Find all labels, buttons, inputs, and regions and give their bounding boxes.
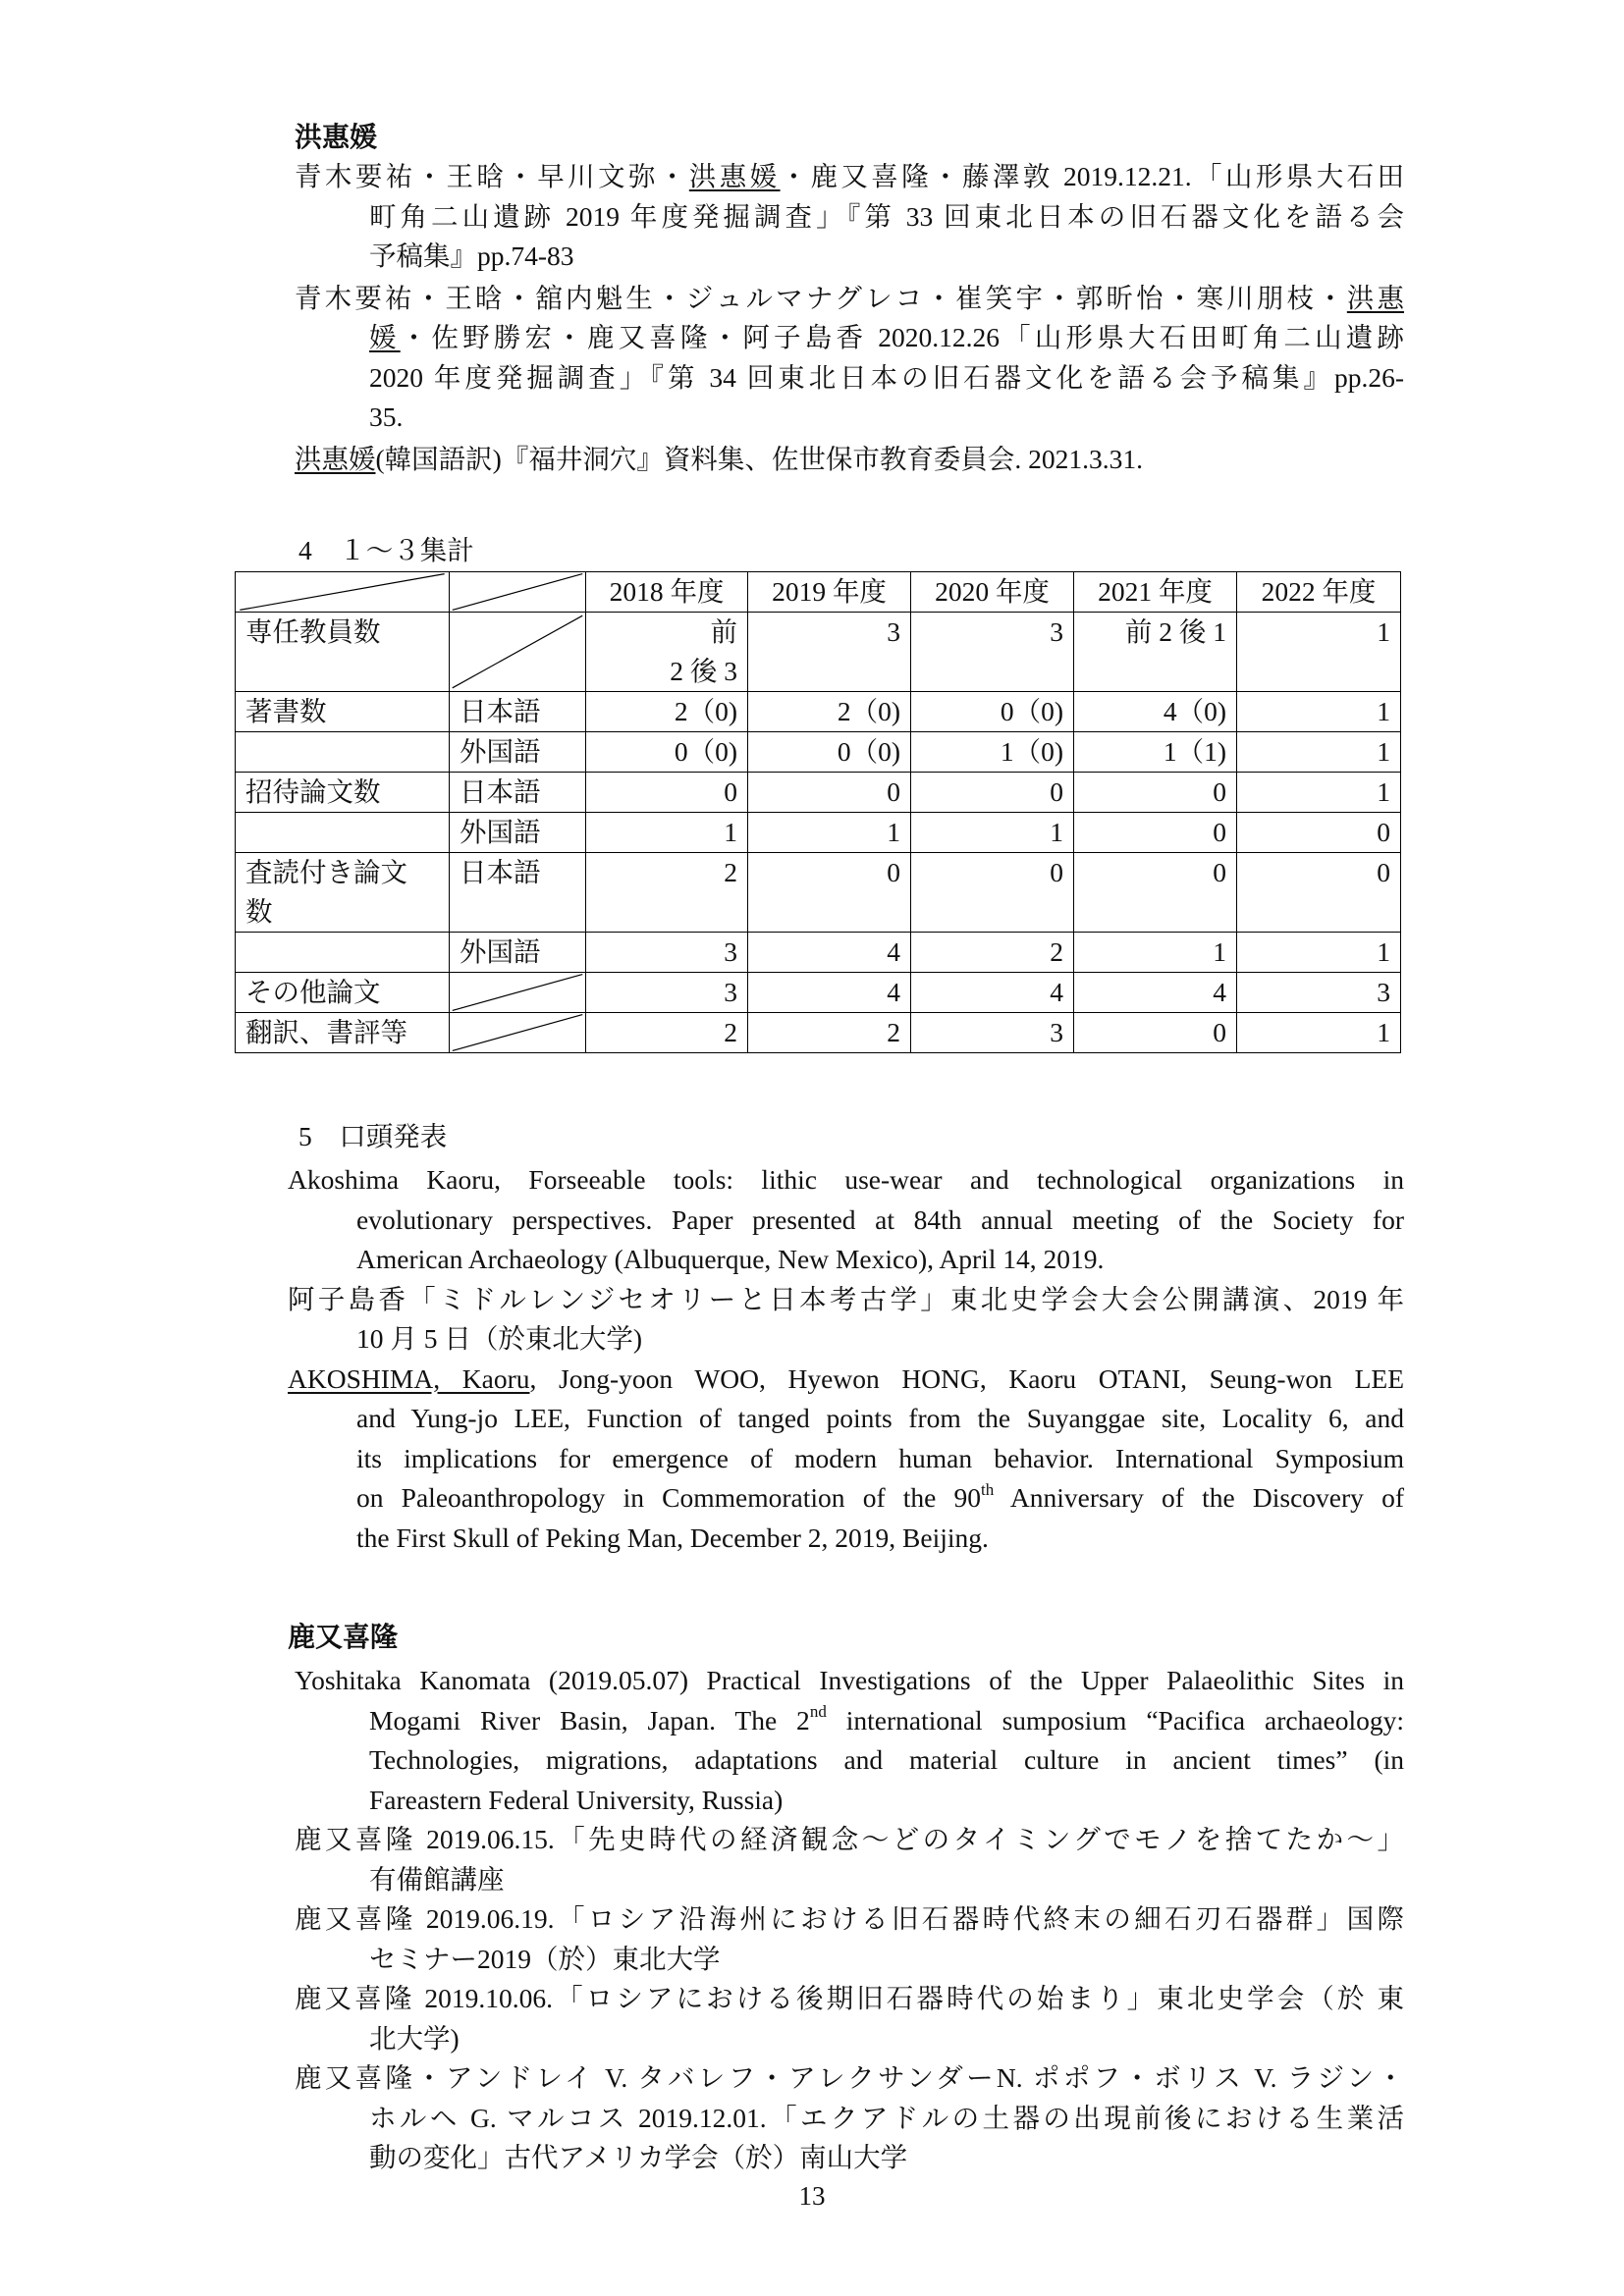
entry-text: and Yung-jo LEE, Function of tanged points from the Suyanggae site, Locality 6, and: [356, 1403, 1404, 1433]
entry-line: [369, 1860, 1404, 1900]
entry-line: [369, 197, 1404, 238]
value-cell: 1: [1074, 933, 1237, 973]
row-label: その他論文: [236, 973, 450, 1013]
reference-entry: [288, 1360, 1404, 1559]
entry-text: Akoshima Kaoru, Forseeable tools: lithic use-wear and technological organizations in: [288, 1164, 1404, 1195]
entry-line: [369, 1701, 1404, 1741]
entry-text: 青木要祐・王晗・舘内魁生・ジュルマナグレコ・崔笑宇・郭昕怡・寒川朋枝・: [295, 282, 1347, 313]
table-row: [236, 813, 1401, 853]
entry-text: Anniversary of the Discovery of: [994, 1482, 1404, 1513]
section-5-title: 5 口頭発表: [298, 1121, 448, 1151]
page-number: 13: [798, 2181, 826, 2211]
value-cell: 3: [1237, 973, 1401, 1013]
table-row: [236, 692, 1401, 732]
value-cell: 4: [1074, 973, 1237, 1013]
entry-line: [356, 1439, 1404, 1479]
table-row: [236, 933, 1401, 973]
row-label: [236, 933, 450, 973]
value-cell: 4: [748, 973, 911, 1013]
entry-line: [356, 1319, 1404, 1360]
value-cell: 0（0): [586, 732, 748, 773]
value-cell: 4（0): [1074, 692, 1237, 732]
ordinal-superscript: th: [981, 1479, 995, 1499]
ordinal-superscript: nd: [809, 1702, 827, 1722]
year-column-header: 2020 年度: [911, 572, 1074, 613]
entry-line: [369, 398, 1404, 438]
section-heading-hong: 洪惠媛: [295, 123, 378, 153]
table-row: [236, 773, 1401, 813]
entry-text: on Paleoanthropology in Commemoration of the 90: [356, 1482, 982, 1513]
entry-line: [369, 2138, 1404, 2178]
entry-line: [356, 1240, 1404, 1280]
entry-text: Technologies, migrations, adaptations and material culture in ancient times” (in: [369, 1744, 1404, 1775]
author-underlined: 洪惠媛: [295, 443, 376, 474]
row-label: [236, 813, 450, 853]
value-cell: 3: [911, 613, 1074, 692]
value-cell: 4: [748, 933, 911, 973]
author-underlined: AKOSHIMA, Kaoru: [288, 1362, 530, 1394]
entry-text: 2020 年度発掘調査」『第 34 回東北日本の旧石器文化を語る会予稿集』pp.26-: [369, 361, 1404, 393]
entry-line: [369, 318, 1404, 358]
diagonal-cell: [450, 973, 586, 1013]
entry-line: [369, 2099, 1404, 2139]
entry-line: [295, 440, 1404, 480]
reference-entry: [295, 1979, 1404, 2058]
value-cell: 2（0): [748, 692, 911, 732]
value-cell: 前 2 後 1: [1074, 613, 1237, 692]
language-label: 外国語: [450, 732, 586, 773]
entry-text: its implications for emergence of modern human behavior. International Symposium: [356, 1442, 1404, 1473]
entry-text: American Archaeology (Albuquerque, New Mexico), April 14, 2019.: [356, 1244, 1105, 1274]
value-cell: 1: [1237, 933, 1401, 973]
entry-line: [295, 279, 1404, 319]
table-row: [236, 973, 1401, 1013]
value-cell: 1: [1237, 613, 1401, 692]
value-cell: 前 2 後 3: [586, 613, 748, 692]
reference-entry: [295, 2058, 1404, 2178]
entry-text: Fareastern Federal University, Russia): [369, 1784, 784, 1815]
entry-line: [356, 1478, 1404, 1519]
entry-line: [369, 1740, 1404, 1781]
reference-entry: [288, 1160, 1404, 1280]
entry-text: 鹿又喜隆 2019.10.06.「ロシアにおける後期旧石器時代の始まり」東北史学会（於 東: [295, 1983, 1404, 2013]
entry-text: Yoshitaka Kanomata (2019.05.07) Practical Investigations of the Upper Palaeolithic Sites in: [295, 1665, 1404, 1695]
language-label: 外国語: [450, 933, 586, 973]
entry-line: [356, 1201, 1404, 1241]
year-column-header: 2019 年度: [748, 572, 911, 613]
row-label: 専任教員数: [236, 613, 450, 692]
entry-text: 鹿又喜隆・アンドレイ V. タバレフ・アレクサンダーN. ポポフ・ボリス V. ラジン・: [295, 2062, 1404, 2093]
section-4-title: 4 １～３集計: [298, 535, 474, 565]
entry-text: Mogami River Basin, Japan. The 2: [369, 1704, 810, 1735]
summary-table: [235, 571, 1401, 1053]
row-label: 査読付き論文 数: [236, 853, 450, 933]
value-cell: 3: [586, 933, 748, 973]
entry-text: international sumposium “Pacifica archaeology:: [826, 1704, 1404, 1735]
value-cell: 1（1): [1074, 732, 1237, 773]
reference-entry: [295, 157, 1404, 277]
entry-text: 青木要祐・王晗・早川文弥・: [295, 161, 689, 191]
value-cell: 1: [911, 813, 1074, 853]
value-cell: 0: [1237, 853, 1401, 933]
table-row: [236, 1013, 1401, 1053]
entry-text: 動の変化」古代アメリカ学会（於）南山大学: [369, 2142, 908, 2172]
value-cell: 2: [748, 1013, 911, 1053]
value-cell: 3: [586, 973, 748, 1013]
value-cell: 0: [748, 773, 911, 813]
language-label: 日本語: [450, 853, 586, 933]
entry-text: ・佐野勝宏・鹿又喜隆・阿子島香 2020.12.26「山形県大石田町角二山遺跡: [400, 322, 1405, 352]
entry-line: [295, 2058, 1404, 2099]
author-underlined: 媛: [369, 322, 401, 352]
entry-text: ホルヘ G. マルコス 2019.12.01.「エクアドルの土器の出現前後における生業活: [369, 2102, 1404, 2133]
value-cell: 1: [748, 813, 911, 853]
entry-text: the First Skull of Peking Man, December 2, 2019, Beijing.: [356, 1522, 989, 1553]
reference-entry: [295, 279, 1404, 438]
value-cell: 2: [586, 1013, 748, 1053]
reference-entry: [295, 1661, 1404, 1820]
value-cell: 2: [911, 933, 1074, 973]
value-cell: 2（0): [586, 692, 748, 732]
entry-text: 予稿集』pp.74-83: [369, 240, 574, 271]
value-cell: 0: [1237, 813, 1401, 853]
reference-entry: [295, 1820, 1404, 1899]
entry-line: [288, 1280, 1404, 1320]
value-cell: 1: [586, 813, 748, 853]
author-underlined: 洪惠: [1346, 282, 1404, 313]
language-label: 外国語: [450, 813, 586, 853]
entry-line: [369, 1781, 1404, 1821]
entry-text: 鹿又喜隆 2019.06.19.「ロシア沿海州における旧石器時代終末の細石刃石器群」国際: [295, 1903, 1404, 1934]
entry-line: [369, 358, 1404, 399]
value-cell: 0（0): [911, 692, 1074, 732]
entry-line: [288, 1360, 1404, 1400]
reference-entry: [295, 440, 1404, 480]
value-cell: 0: [1074, 813, 1237, 853]
entry-text: 10 月 5 日（於東北大学): [356, 1323, 643, 1354]
value-cell: 1（0): [911, 732, 1074, 773]
diagonal-cell: [450, 613, 586, 692]
value-cell: 0: [911, 853, 1074, 933]
diagonal-cell: [450, 1013, 586, 1053]
entry-text: 阿子島香「ミドルレンジセオリーと日本考古学」東北史学会大会公開講演、2019 年: [288, 1283, 1404, 1314]
year-column-header: 2021 年度: [1074, 572, 1237, 613]
value-cell: 0: [1074, 773, 1237, 813]
reference-entry: [295, 1899, 1404, 1979]
table-header-row: [236, 572, 1401, 613]
entry-text: 有備館講座: [369, 1863, 505, 1895]
value-cell: 0: [1074, 853, 1237, 933]
value-cell: 4: [911, 973, 1074, 1013]
entry-line: [356, 1399, 1404, 1439]
entry-text: (韓国語訳)『福井洞穴』資料集、佐世保市教育委員会. 2021.3.31.: [375, 443, 1143, 474]
value-cell: 3: [911, 1013, 1074, 1053]
row-label: 翻訳、書評等: [236, 1013, 450, 1053]
entry-line: [295, 1899, 1404, 1940]
row-label: 招待論文数: [236, 773, 450, 813]
table-row: [236, 732, 1401, 773]
author-underlined: 洪惠媛: [688, 161, 781, 191]
value-cell: 0: [911, 773, 1074, 813]
entry-text: evolutionary perspectives. Paper presented at 84th annual meeting of the Society for: [356, 1203, 1404, 1235]
value-cell: 0: [1074, 1013, 1237, 1053]
row-label: [236, 732, 450, 773]
value-cell: 1: [1237, 692, 1401, 732]
entry-line: [369, 237, 1404, 277]
language-label: 日本語: [450, 773, 586, 813]
entry-text: , Jong-yoon WOO, Hyewon HONG, Kaoru OTANI, Seung-won LEE: [529, 1362, 1404, 1394]
value-cell: 1: [1237, 773, 1401, 813]
entry-text: 35.: [369, 401, 404, 432]
entry-line: [369, 2019, 1404, 2059]
value-cell: 3: [748, 613, 911, 692]
entry-text: 町角二山遺跡 2019 年度発掘調査」『第 33 回東北日本の旧石器文化を語る会: [369, 200, 1404, 232]
row-label: 著書数: [236, 692, 450, 732]
section-heading-kanomata: 鹿又喜隆: [288, 1623, 399, 1653]
entry-text: 北大学): [369, 2022, 460, 2054]
entry-line: [295, 1820, 1404, 1860]
table-row: [236, 613, 1401, 692]
entry-text: ・鹿又喜隆・藤澤敦 2019.12.21.「山形県大石田: [780, 161, 1405, 191]
diagonal-header-cell: [236, 572, 450, 613]
year-column-header: 2018 年度: [586, 572, 748, 613]
table-row: [236, 853, 1401, 933]
value-cell: 0（0): [748, 732, 911, 773]
entry-line: [288, 1160, 1404, 1201]
value-cell: 1: [1237, 732, 1401, 773]
year-column-header: 2022 年度: [1237, 572, 1401, 613]
entry-line: [295, 1979, 1404, 2019]
entry-line: [369, 1940, 1404, 1980]
entry-text: セミナー2019（於）東北大学: [369, 1943, 721, 1974]
entry-line: [295, 157, 1404, 197]
diagonal-header-cell: [450, 572, 586, 613]
entry-text: 鹿又喜隆 2019.06.15.「先史時代の経済観念～どのタイミングでモノを捨てたか～」: [295, 1824, 1404, 1854]
language-label: 日本語: [450, 692, 586, 732]
value-cell: 0: [586, 773, 748, 813]
entry-line: [356, 1519, 1404, 1559]
value-cell: 1: [1237, 1013, 1401, 1053]
reference-entry: [288, 1280, 1404, 1360]
entry-line: [295, 1661, 1404, 1701]
value-cell: 2: [586, 853, 748, 933]
value-cell: 0: [748, 853, 911, 933]
